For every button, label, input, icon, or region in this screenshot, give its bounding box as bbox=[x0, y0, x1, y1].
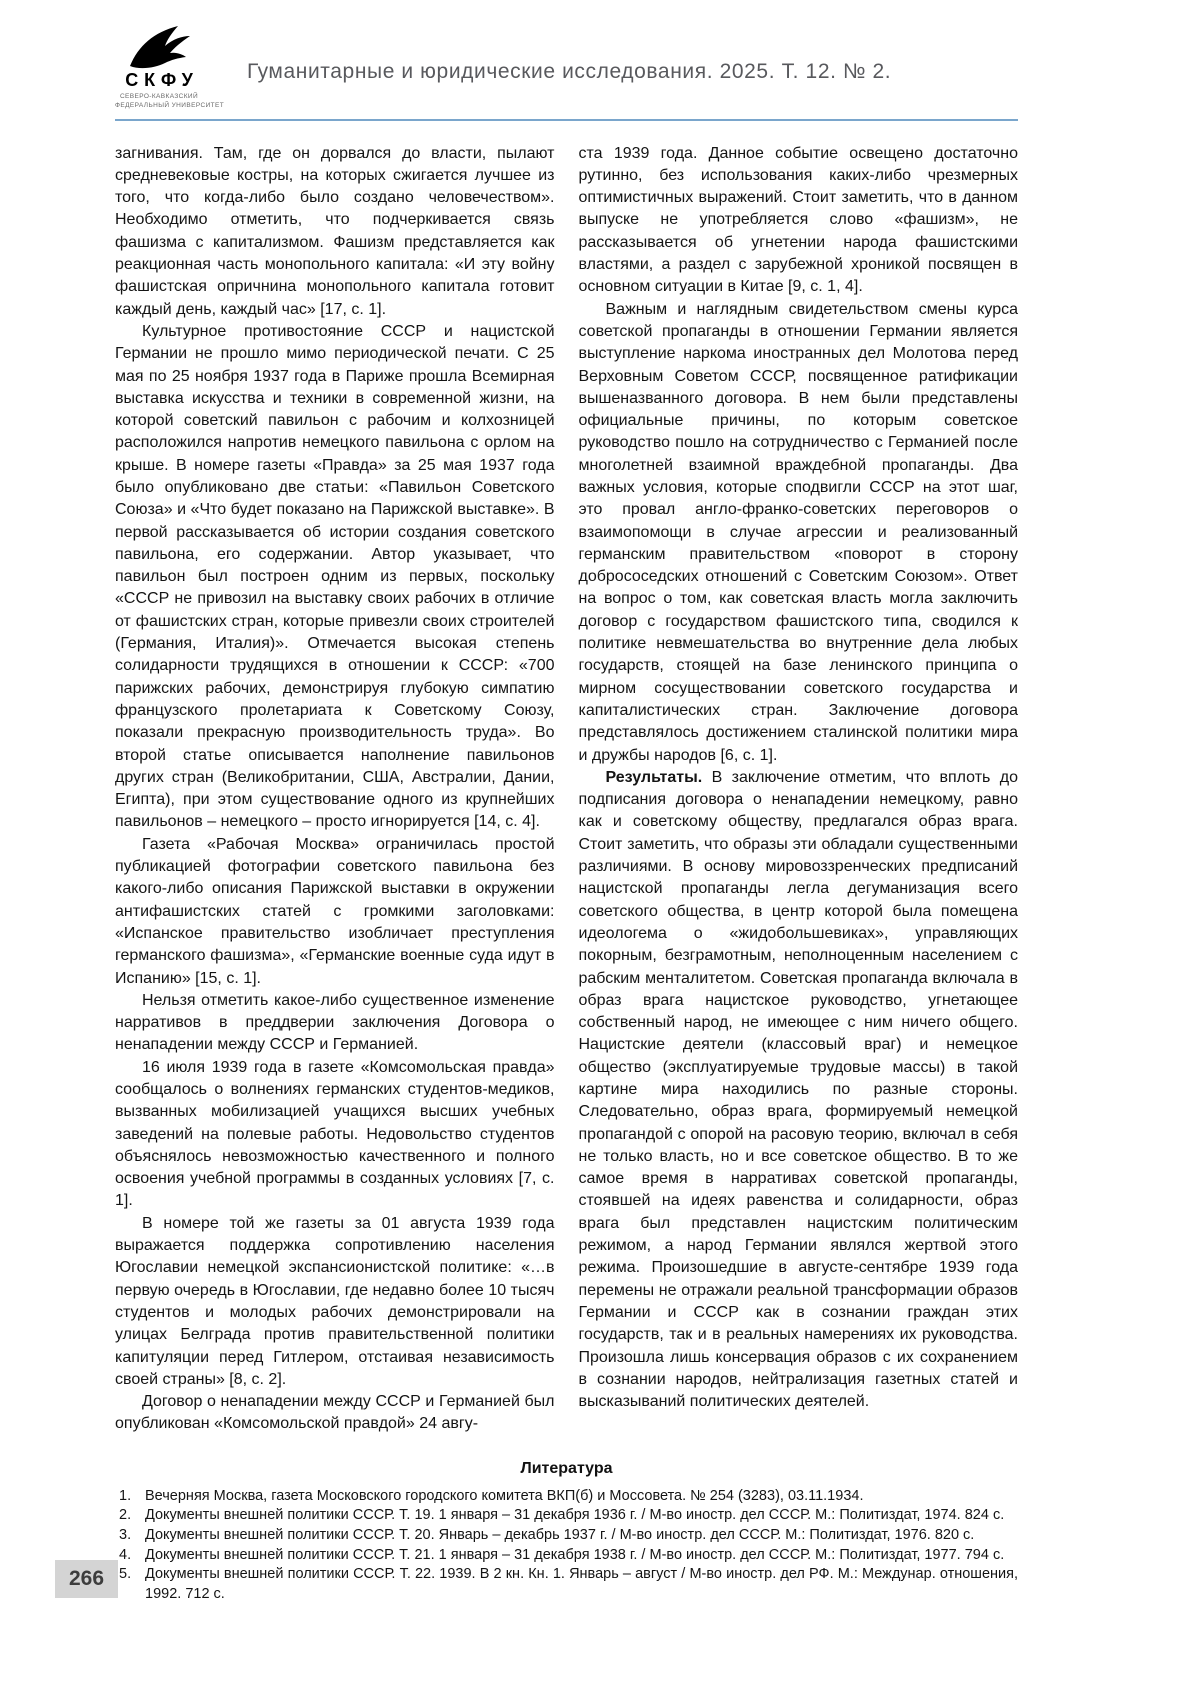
logo-subtitle-line1: СЕВЕРО-КАВКАЗСКИЙ bbox=[119, 93, 199, 100]
reference-text: Документы внешней политики СССР. Т. 22. 1939. В 2 кн. Кн. 1. Январь – август / М-во иностр. дел РФ. М.: Междунар. отношения, 1992. 712 с. bbox=[145, 1566, 1018, 1602]
page-header bbox=[115, 0, 1018, 121]
reference-number: 1. bbox=[119, 1487, 132, 1504]
references-section bbox=[115, 1460, 1018, 1605]
results-text: В заключение отметим, что вплоть до подписания договора о ненападении немецкому, равно как и советскому обществу, предлагался образ врага. Стоит заметить, что образы эти обладали существенными различиями. В основу мировоззренческих предписаний нацистской пропаганды легла дегуманизация всего советского общества, в центр которой была помещена идеологема о «жидобольшевиках», управляющих покорным, безграмотным, неполноценным населением с рабским менталитетом. Советская пропаганда включала в образ врага нацистское руководство, угнетающее собственный народ, не имеющее с ним ничего общего. Нацистские деятели (классовый враг) и немецкое общество (эксплуатируемые трудовые массы) в такой картине мира находились по разные стороны. Следовательно, образ врага, формируемый немецкой пропагандой с опорой на расовую теорию, включал в себя не только власть, но и все советское общество. В то же самое время в нарративах советской пропаганды, стоявшей на идеях равенства и солидарности, образ врага был представлен нацистским политическим режимом, а народ Германии являлся жертвой этого режима. Произошедшие в августе-сентябре 1939 года перемены не отражали реальной трансформации образов Германии и СССР как в сознании граждан этих государств, так и в реальных намерениях их руководства. Произошла лишь консервация образов с их сохранением в сознании народов, нейтрализация газетных статей и высказываний политических деятелей. bbox=[578, 768, 1018, 1411]
reference-text: Документы внешней политики СССР. Т. 19. 1 января – 31 декабря 1936 г. / М-во иностр. дел СССР. М.: Политиздат, 1974. 824 с. bbox=[145, 1507, 1005, 1524]
page-number: 266 bbox=[55, 1560, 118, 1598]
paragraph: ста 1939 года. Данное событие освещено достаточно рутинно, без использования каких-либо чрезмерных оптимистичных выражений. Стоит заметить, что в данном выпуске не употребляется слово «фашизм», не рассказывается об угнетении народа фашистскими властями, а раздел с зарубежной хроникой посвящен в основном ситуации в Китае [9, с. 1, 4]. bbox=[578, 144, 1018, 296]
paragraph: Важным и наглядным свидетельством смены курса советской пропаганды в отношении Германии является выступление наркома иностранных дел Молотова перед Верховным Советом СССР, посвященное ратификации вышеназванного договора. В нем были представлены официальные причины, по которым советское руководство пошло на сотрудничество с Германией после многолетней взаимной враждебной пропаганды. Два важных условия, которые сподвигли СССР на этот шаг, это провал англо-франко-советских переговоров о взаимопомощи в случае агрессии и реализованный германским правительством «поворот в сторону добрососедских отношений с Советским Союзом». Ответ на вопрос о том, как советская власть могла заключить договор с государством фашистского типа, сводился к политике невмешательства во внутренние дела любых государств, стоящей на базе ленинского принципа о мирном сосуществовании советского государства и капиталистических стран. Заключение договора представлялось достижением сталинской политики мира и дружбы народов [6, с. 1]. bbox=[578, 300, 1018, 764]
reference-number: 5. bbox=[119, 1566, 132, 1583]
reference-item bbox=[115, 1506, 1018, 1526]
reference-item bbox=[115, 1487, 1018, 1507]
journal-page bbox=[115, 0, 1018, 1604]
references-heading: Литература bbox=[520, 1459, 613, 1477]
paragraph: загнивания. Там, где он дорвался до власти, пылают средневековые костры, на которых сжигается лучшее из того, что когда-либо было создано человечеством». Необходимо отметить, что подчеркивается связь фашизма с капитализмом. Фашизм представляется как реакционная часть монопольного капитала: «И эту войну фашистская опричнина монопольного капитала готовит каждый день, каждый час» [17, с. 1]. bbox=[115, 144, 555, 318]
logo-subtitle-line2: ФЕДЕРАЛЬНЫЙ УНИВЕРСИТЕТ bbox=[115, 101, 225, 109]
reference-text: Документы внешней политики СССР. Т. 20. Январь – декабрь 1937 г. / М-во иностр. дел СССР. М.: Политиздат, 1976. 820 с. bbox=[145, 1526, 975, 1543]
references-list bbox=[115, 1487, 1018, 1605]
logo-acronym: СКФУ bbox=[125, 70, 199, 90]
paragraph: 16 июля 1939 года в газете «Комсомольская правда» сообщалось о волнениях германских студентов-медиков, вызванных мобилизацией учащихся высших учебных заведений на полевые работы. Недовольство студентов объяснялось невозможностью качественного и полного освоения учебной программы в созданных условиях [7, с. 1]. bbox=[115, 1058, 555, 1210]
journal-title: Гуманитарные и юридические исследования. 2025. Т. 12. № 2. bbox=[247, 60, 892, 83]
paragraph: Газета «Рабочая Москва» ограничилась простой публикацией фотографии советского павильона без какого-либо описания Парижской выставки в окружении антифашистских статей с громкими заголовками: «Испанское правительство изобличает преступления германского фашизма», «Германские военные суда идут в Испанию» [15, с. 1]. bbox=[115, 835, 555, 987]
right-column bbox=[579, 143, 1019, 1436]
results-paragraph bbox=[579, 767, 1019, 1414]
reference-text: Документы внешней политики СССР. Т. 21. 1 января – 31 декабря 1938 г. / М-во иностр. дел СССР. М.: Политиздат, 1977. 794 с. bbox=[145, 1546, 1005, 1563]
bird-logo-icon bbox=[123, 22, 195, 72]
paragraph: В номере той же газеты за 01 августа 1939 года выражается поддержка сопротивлению населения Югославии немецкой экспансионистской политике: «…в первую очередь в Югославии, где недавно более 10 тысяч студентов и молодых рабочих демонстрировали на улицах Белграда против правительственной политики капитуляции перед Гитлером, отстаивая независимость своей страны» [8, с. 2]. bbox=[115, 1214, 555, 1388]
reference-item bbox=[115, 1546, 1018, 1566]
reference-item bbox=[115, 1565, 1018, 1604]
paragraph: Культурное противостояние СССР и нацистской Германии не прошло мимо периодической печати. С 25 мая по 25 ноября 1937 года в Париже прошла Всемирная выставка искусства и техники в современной жизни, на которой советский павильон с рабочим и колхозницей расположился напротив немецкого павильона с орлом на крыше. В номере газеты «Правда» за 25 мая 1937 года было опубликовано две статьи: «Павильон Советского Союза» и «Что будет показано на Парижской выставке». В первой рассказывается об истории создания советского павильона, его содержании. Автор указывает, что павильон был построен одним из первых, поскольку «СССР не привозил на выставку своих рабочих в отличие от фашистских стран, которые привезли своих строителей (Германия, Италия)». Отмечается высокая степень солидарности трудящихся в отношении к СССР: «700 парижских рабочих, демонстрируя глубокую симпатию французского пролетариата к Советскому Союзу, показали прекрасную производительность труда». Во второй статье описывается наполнение павильонов других стран (Великобритании, США, Австралии, Дании, Египта), при этом существование одного из крупнейших павильонов – немецкого – просто игнорируется [14, с. 4]. bbox=[115, 322, 555, 831]
left-column bbox=[115, 143, 555, 1436]
reference-number: 2. bbox=[119, 1507, 132, 1524]
results-lead: Результаты. bbox=[605, 768, 703, 786]
university-logo bbox=[115, 22, 225, 111]
paragraph: Нельзя отметить какое-либо существенное изменение нарративов в преддверии заключения Договора о ненападении между СССР и Германией. bbox=[115, 991, 555, 1054]
reference-number: 4. bbox=[119, 1546, 132, 1563]
logo-subtitle bbox=[115, 93, 225, 111]
reference-item bbox=[115, 1526, 1018, 1546]
article-body bbox=[115, 143, 1018, 1436]
reference-text: Вечерняя Москва, газета Московского городского комитета ВКП(б) и Моссовета. № 254 (3283), 03.11.1934. bbox=[145, 1487, 864, 1504]
paragraph: Договор о ненападении между СССР и Германией был опубликован «Комсомольской правдой» 24 авгу- bbox=[115, 1393, 555, 1433]
reference-number: 3. bbox=[119, 1526, 132, 1543]
